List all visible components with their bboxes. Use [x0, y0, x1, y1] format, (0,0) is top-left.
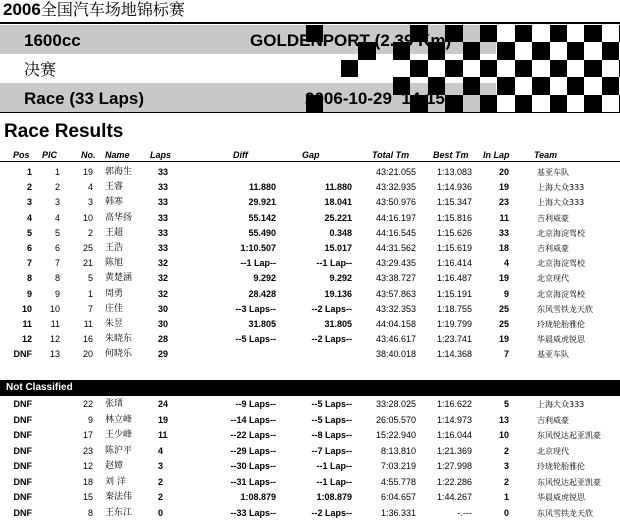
cell-name: 张瑨	[105, 399, 124, 409]
flag-square	[497, 77, 514, 94]
cell-inlap: 2	[503, 476, 509, 487]
table-row	[0, 347, 620, 362]
cell-no: 3	[87, 197, 93, 208]
cell-diff: --9 Laps--	[235, 399, 276, 409]
cell-laps: 33	[158, 182, 169, 193]
cell-gap: --2 Laps--	[311, 334, 352, 345]
cell-team: 上海大众333	[537, 198, 585, 208]
cell-best: 1:19.799	[436, 319, 472, 329]
cell-laps: 32	[158, 258, 169, 269]
flag-square	[532, 42, 549, 59]
cell-team: 华晨威虎锐思	[537, 335, 585, 345]
cell-team: 北京现代	[537, 446, 569, 456]
cell-laps: 33	[158, 243, 169, 253]
cell-inlap: 4	[503, 258, 509, 269]
cell-name: 王超	[105, 227, 124, 238]
cell-laps: 30	[158, 319, 169, 329]
flag-square	[410, 60, 427, 77]
flag-square	[463, 42, 480, 59]
cell-laps: 11	[158, 430, 168, 440]
cell-diff: 31.805	[248, 319, 276, 329]
flag-square	[445, 95, 462, 112]
cell-pos: 6	[26, 243, 32, 253]
table-row	[0, 475, 620, 490]
flag-square	[515, 95, 532, 112]
cell-name: 陈沪平	[105, 445, 133, 456]
cell-team: 北京海淀驾校	[537, 259, 585, 269]
cell-team: 基亚车队	[537, 350, 569, 360]
cell-diff: --14 Laps--	[230, 414, 276, 425]
cell-gap: --1 Lap--	[316, 476, 352, 487]
cell-gap: --2 Laps--	[311, 303, 352, 314]
cell-diff: --22 Laps--	[230, 430, 276, 440]
cell-best: 1:22.286	[436, 476, 472, 487]
cell-total: 43:29.435	[375, 258, 416, 269]
cell-name: 赵嫜	[105, 461, 124, 471]
cell-gap: 0.348	[329, 227, 352, 238]
section-title: Race Results	[4, 121, 124, 142]
cell-best: 1:18.755	[436, 303, 472, 314]
cell-no: 11	[83, 319, 93, 329]
cell-laps: 0	[158, 507, 164, 518]
flag-square	[584, 60, 601, 77]
cell-no: 10	[82, 212, 93, 223]
cell-no: 16	[82, 334, 93, 345]
flag-square	[584, 25, 601, 42]
cell-inlap: 9	[503, 288, 509, 299]
flag-square	[445, 60, 462, 77]
cell-pos: 3	[26, 197, 32, 208]
cell-name: 庄佳	[105, 303, 124, 314]
cell-pos: 1	[26, 167, 32, 177]
cell-total: 43:46.617	[375, 334, 416, 345]
flag-square	[532, 77, 549, 94]
cell-inlap: 25	[498, 319, 509, 329]
cell-pic: 10	[49, 303, 60, 314]
col-gap: Gap	[302, 150, 320, 160]
cell-best: 1:16.487	[436, 273, 472, 284]
flag-square	[515, 60, 532, 77]
cell-laps: 28	[158, 334, 169, 345]
flag-square	[567, 42, 584, 59]
flag-square	[550, 95, 567, 112]
cell-pos: DNF	[13, 414, 32, 425]
cell-pic: 5	[54, 227, 60, 238]
flag-square	[463, 77, 480, 94]
cell-laps: 19	[158, 414, 169, 425]
cell-pos: 9	[26, 288, 32, 299]
table-row	[0, 256, 620, 271]
cell-gap: 25.221	[324, 212, 352, 223]
table-row	[0, 241, 620, 256]
championship-name: 全国汽车场地锦标赛	[40, 0, 185, 19]
cell-diff: 55.142	[248, 212, 276, 223]
cell-laps: 33	[158, 197, 169, 208]
venue: GOLDENPORT (2.39 Km)	[250, 31, 452, 50]
cell-gap: --2 Laps--	[311, 507, 352, 518]
cell-no: 12	[82, 461, 93, 471]
session-label: 决赛	[24, 60, 57, 79]
cell-total: 44:16.197	[375, 212, 416, 223]
cell-pos: DNF	[13, 507, 32, 518]
col-diff: Diff	[233, 150, 248, 160]
cell-gap: 19.136	[324, 288, 352, 299]
cell-no: 25	[82, 243, 93, 253]
cell-pic: 13	[49, 349, 60, 360]
cell-name: 刘 洋	[105, 476, 126, 487]
cell-diff: 11.880	[248, 182, 276, 193]
cell-diff: --3 Laps--	[235, 303, 276, 314]
cell-total: 33:28.025	[375, 399, 416, 409]
cell-inlap: 19	[498, 334, 509, 345]
cell-laps: 24	[158, 399, 169, 409]
cell-gap: --1 Lap--	[316, 461, 352, 471]
cell-inlap: 13	[498, 414, 509, 425]
cell-name: 王睿	[105, 182, 124, 193]
cell-team: 北京现代	[537, 274, 569, 284]
cell-name: 秦法伟	[105, 492, 133, 502]
cell-total: 44:31.562	[375, 243, 416, 253]
cell-team: 北京海淀驾校	[537, 289, 585, 299]
flag-square	[550, 25, 567, 42]
race-datetime: 2006-10-29 14:15	[305, 89, 445, 108]
cell-best: 1:13.083	[436, 167, 472, 177]
cell-inlap: 0	[503, 507, 509, 518]
cell-total: 43:21.055	[375, 167, 416, 177]
table-row	[0, 302, 620, 317]
cell-team: 上海大众333	[537, 400, 585, 409]
cell-pos: DNF	[13, 445, 32, 456]
cell-name: 黄楚涵	[105, 273, 133, 284]
cell-total: 43:50.976	[375, 197, 416, 208]
cell-pic: 7	[54, 258, 60, 269]
cell-team: 吉利威豪	[537, 415, 569, 425]
cell-gap: --8 Laps--	[311, 430, 352, 440]
cell-inlap: 25	[498, 303, 509, 314]
cell-no: 22	[82, 399, 93, 409]
cell-inlap: 23	[498, 197, 509, 208]
cell-pic: 1	[54, 167, 60, 177]
cell-laps: 33	[158, 167, 169, 177]
cell-total: 43:57.863	[375, 288, 416, 299]
cell-total: 7:03.219	[380, 461, 416, 471]
cell-gap: --5 Laps--	[311, 414, 352, 425]
cell-pos: DNF	[13, 461, 32, 471]
cell-laps: 32	[158, 273, 169, 284]
cell-team: 东风雪铁龙天欣	[537, 508, 593, 518]
cell-inlap: 11	[499, 212, 509, 223]
cell-pic: 12	[49, 334, 60, 345]
cell-no: 7	[87, 303, 93, 314]
table-row	[0, 195, 620, 210]
header-bottom-rule	[0, 112, 620, 113]
cell-diff: 55.490	[248, 227, 276, 238]
cell-total: 26:05.570	[375, 414, 416, 425]
cell-gap: --7 Laps--	[311, 445, 352, 456]
cell-total: 4:55.778	[380, 476, 416, 487]
cell-diff: --31 Laps--	[230, 476, 276, 487]
cell-diff: --33 Laps--	[230, 507, 276, 518]
cell-pos: 7	[26, 258, 32, 269]
table-row	[0, 428, 620, 443]
cell-pos: 11	[22, 319, 32, 329]
cell-team: 北京海淀驾校	[537, 228, 585, 238]
cell-total: 15:22.940	[375, 430, 416, 440]
cell-no: 8	[87, 507, 93, 518]
table-row	[0, 413, 620, 428]
cell-team: 上海大众333	[537, 183, 585, 193]
cell-no: 19	[82, 167, 93, 177]
cell-name: 王东江	[105, 507, 133, 518]
cell-best: 1:16.622	[436, 399, 472, 409]
cell-diff: 9.292	[253, 273, 276, 284]
cell-best: 1:14.368	[436, 349, 472, 360]
cell-no: 18	[82, 476, 93, 487]
table-row	[0, 506, 620, 521]
cell-best: 1:16.414	[436, 258, 472, 269]
table-row	[0, 287, 620, 302]
cell-pos: 4	[26, 212, 32, 223]
col-laps: Laps	[150, 150, 172, 160]
cell-inlap: 5	[503, 399, 509, 409]
cell-total: 43:38.727	[375, 273, 416, 284]
cell-gap: 31.805	[324, 319, 352, 329]
cell-best: 1:15.626	[436, 227, 472, 238]
cell-name: 陈旭	[105, 258, 124, 269]
cell-team: 吉利威豪	[537, 244, 569, 253]
cell-best: 1:15.191	[436, 288, 472, 299]
cell-name: 王少峰	[105, 430, 133, 440]
cell-pic: 4	[54, 212, 60, 223]
cell-no: 17	[82, 430, 93, 440]
cell-diff: 28.428	[248, 288, 276, 299]
cell-pos: 8	[26, 273, 32, 284]
cell-diff: 1:10.507	[240, 243, 276, 253]
cell-gap: 18.041	[324, 197, 352, 208]
cell-diff: 1:08.879	[240, 492, 276, 502]
cell-team: 东风悦达起亚凯豪	[537, 477, 601, 487]
cell-no: 9	[87, 414, 93, 425]
cell-name: 何晓乐	[105, 349, 133, 360]
cell-laps: 4	[158, 445, 164, 456]
col-pos: Pos	[13, 150, 30, 160]
cell-diff: --29 Laps--	[230, 445, 276, 456]
cell-no: 5	[87, 273, 93, 284]
cell-gap: 1:08.879	[316, 492, 352, 502]
cell-best: 1:23.741	[436, 334, 472, 345]
cell-team: 玲珑轮胎雅伦	[537, 462, 585, 471]
cell-gap: 9.292	[329, 273, 352, 284]
cell-inlap: 3	[503, 461, 509, 471]
col-total: Total Tm	[372, 150, 410, 160]
cell-pos: 5	[26, 227, 32, 238]
col-team: Team	[534, 150, 558, 160]
cell-team: 华晨威虎锐思	[537, 493, 585, 502]
cell-gap: --5 Laps--	[311, 399, 352, 409]
cell-best: 1:15.619	[436, 243, 472, 253]
cell-name: 韩寒	[105, 197, 124, 208]
cell-best: 1:21.369	[436, 445, 472, 456]
cell-pos: DNF	[13, 399, 32, 409]
cell-total: 1:36.331	[380, 507, 416, 518]
cell-gap: 11.880	[324, 182, 352, 193]
flag-square	[480, 95, 497, 112]
flag-square	[480, 25, 497, 42]
flag-square	[567, 77, 584, 94]
cell-pic: 6	[54, 243, 60, 253]
cell-inlap: 1	[503, 492, 509, 502]
cell-laps: 30	[158, 303, 169, 314]
cell-inlap: 10	[498, 430, 509, 440]
cell-diff: 29.921	[248, 197, 276, 208]
cell-pic: 8	[54, 273, 60, 284]
race-laps: Race (33 Laps)	[24, 89, 144, 108]
cell-inlap: 7	[503, 349, 509, 360]
cell-name: 高华扬	[105, 212, 133, 223]
flag-square	[515, 25, 532, 42]
cell-total: 44:16.545	[375, 227, 416, 238]
cell-name: 林立峰	[105, 414, 133, 425]
cell-total: 8:13.810	[380, 445, 416, 456]
cell-total: 44:04.158	[375, 319, 416, 329]
table-row	[0, 397, 620, 412]
flag-square	[480, 60, 497, 77]
cell-no: 21	[82, 258, 93, 269]
cell-pic: 11	[50, 319, 60, 329]
cell-best: 1:44.267	[436, 492, 472, 502]
cell-name: 王浩	[105, 243, 124, 253]
cell-pos: DNF	[13, 492, 32, 502]
table-row	[0, 211, 620, 226]
cell-pos: DNF	[13, 476, 32, 487]
cell-pos: 10	[21, 303, 32, 314]
cell-name: 郭海生	[105, 167, 133, 177]
flag-square	[584, 95, 601, 112]
cell-total: 43:32.353	[375, 303, 416, 314]
table-row	[0, 165, 620, 180]
header-top-rule	[0, 22, 620, 24]
cell-total: 43:32.935	[375, 182, 416, 193]
cell-team: 玲珑轮胎雅伦	[537, 320, 585, 329]
flag-square	[497, 42, 514, 59]
cell-diff: --5 Laps--	[235, 334, 276, 345]
cell-total: 6:04.657	[380, 492, 416, 502]
cell-laps: 32	[158, 288, 169, 299]
table-row	[0, 444, 620, 459]
flag-square	[341, 60, 358, 77]
cell-pic: 3	[54, 197, 60, 208]
cell-pos: 12	[21, 334, 32, 345]
cell-no: 4	[87, 182, 93, 193]
cell-name: 周勇	[105, 288, 124, 299]
cell-pic: 2	[54, 182, 60, 193]
cell-team: 吉利威豪	[537, 213, 569, 223]
cell-inlap: 33	[498, 227, 509, 238]
flag-square	[602, 77, 619, 94]
cell-no: 1	[87, 288, 93, 299]
cell-diff: --30 Laps--	[230, 461, 276, 471]
cell-inlap: 20	[498, 167, 509, 177]
cell-no: 2	[87, 227, 93, 238]
cell-pic: 9	[54, 288, 60, 299]
cell-no: 20	[82, 349, 93, 360]
cell-inlap: 18	[498, 243, 509, 253]
column-header-rule	[0, 161, 620, 162]
cell-laps: 33	[158, 227, 169, 238]
cell-pos: DNF	[13, 430, 32, 440]
cell-pos: DNF	[13, 349, 32, 360]
cell-best: 1:15.347	[436, 197, 472, 208]
cell-best: 1:15.816	[436, 212, 472, 223]
table-row	[0, 490, 620, 505]
championship-title	[3, 0, 185, 20]
table-row	[0, 226, 620, 241]
cell-inlap: 19	[498, 273, 509, 284]
race-class: 1600cc	[24, 31, 81, 50]
cell-best: 1:14.936	[436, 182, 472, 193]
col-pic: PIC	[42, 150, 58, 160]
table-row	[0, 271, 620, 286]
table-row	[0, 180, 620, 195]
cell-gap: --1 Lap--	[316, 258, 352, 269]
table-row	[0, 459, 620, 474]
table-row	[0, 317, 620, 332]
not-classified-label: Not Classified	[6, 382, 73, 393]
cell-best: -.---	[457, 507, 472, 518]
col-best: Best Tm	[433, 150, 469, 160]
cell-team: 东风悦达起亚凯豪	[537, 431, 601, 440]
cell-inlap: 2	[503, 445, 509, 456]
cell-best: 1:27.998	[436, 461, 472, 471]
col-inlap: In Lap	[483, 150, 510, 160]
cell-no: 23	[82, 445, 93, 456]
flag-square	[550, 60, 567, 77]
cell-laps: 2	[158, 492, 164, 502]
col-name: Name	[105, 150, 130, 160]
cell-name: 朱昱	[105, 319, 124, 329]
cell-total: 38:40.018	[375, 349, 416, 360]
col-no: No.	[81, 150, 96, 160]
cell-team: 基亚车队	[537, 168, 569, 177]
cell-inlap: 19	[498, 182, 509, 193]
cell-laps: 3	[158, 461, 164, 471]
flag-square	[602, 42, 619, 59]
cell-team: 东风雪铁龙天欣	[537, 304, 593, 314]
cell-best: 1:16.044	[436, 430, 472, 440]
cell-best: 1:14.973	[436, 414, 472, 425]
cell-diff: --1 Lap--	[240, 258, 276, 269]
cell-laps: 29	[158, 349, 169, 360]
cell-pos: 2	[26, 182, 32, 193]
cell-no: 15	[82, 492, 93, 502]
table-row	[0, 332, 620, 347]
cell-gap: 15.017	[324, 243, 352, 253]
cell-laps: 2	[158, 476, 164, 487]
cell-laps: 33	[158, 212, 169, 223]
championship-year: 2006	[3, 0, 41, 19]
cell-name: 朱晓东	[105, 334, 133, 345]
not-classified-header	[0, 380, 620, 396]
